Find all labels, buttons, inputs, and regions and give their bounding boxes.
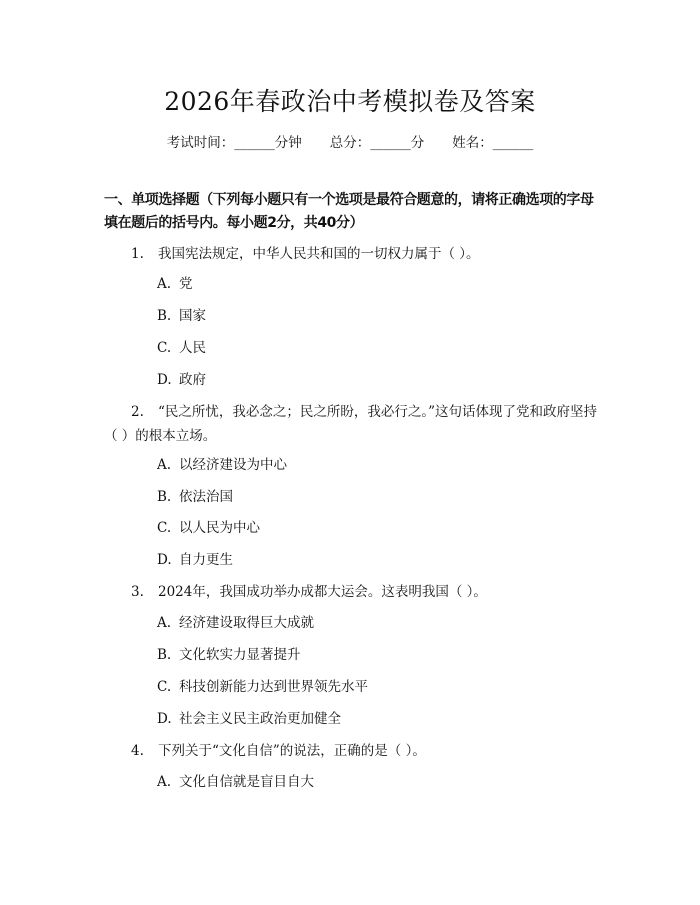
option-text: 政府 xyxy=(179,372,206,388)
student-name-field: 姓名：______ xyxy=(452,135,534,151)
option-letter: C. xyxy=(157,679,172,695)
question-number: 4. xyxy=(131,743,144,759)
section-heading: 一、单项选择题（下列每小题只有一个选项是最符合题意的，请将正确选项的字母填在题后的括号内。每小题2分，共40分） xyxy=(104,192,594,231)
question-3-option-c xyxy=(157,677,368,697)
option-letter: B. xyxy=(157,647,172,663)
question-1-option-c xyxy=(157,338,206,358)
option-letter: A. xyxy=(157,615,172,631)
option-text: 经济建设取得巨大成就 xyxy=(179,615,314,631)
question-4 xyxy=(104,739,604,763)
question-1-option-a xyxy=(157,274,193,294)
question-3-option-d xyxy=(157,709,341,729)
option-text: 以人民为中心 xyxy=(179,520,260,536)
option-letter: D. xyxy=(157,372,172,388)
question-number: 1. xyxy=(131,246,144,262)
question-text: “民之所忧，我必念之；民之所盼，我必行之。”这句话体现了党和政府坚持（ ）的根本立场。 xyxy=(104,404,598,444)
question-number: 3. xyxy=(131,584,144,600)
option-text: 以经济建设为中心 xyxy=(179,457,287,473)
question-2 xyxy=(104,400,604,448)
option-letter: D. xyxy=(157,711,172,727)
option-text: 社会主义民主政治更加健全 xyxy=(179,711,341,727)
exam-title: 2026年春政治中考模拟卷及答案 xyxy=(164,87,536,116)
option-text: 自力更生 xyxy=(179,552,233,568)
question-2-option-b xyxy=(157,487,233,507)
option-text: 依法治国 xyxy=(179,489,233,505)
question-3-option-a xyxy=(157,613,314,633)
question-2-option-a xyxy=(157,455,287,475)
question-1 xyxy=(104,242,604,266)
question-3 xyxy=(104,580,604,604)
question-1-option-d xyxy=(157,370,206,390)
option-letter: A. xyxy=(157,276,172,292)
option-text: 文化自信就是盲目自大 xyxy=(179,774,314,790)
question-3-option-b xyxy=(157,645,301,665)
option-letter: D. xyxy=(157,552,172,568)
question-4-option-a xyxy=(157,772,314,792)
option-letter: C. xyxy=(157,340,172,356)
option-letter: A. xyxy=(157,457,172,473)
option-letter: B. xyxy=(157,308,172,324)
question-2-option-d xyxy=(157,550,233,570)
option-text: 国家 xyxy=(179,308,206,324)
exam-meta xyxy=(0,131,700,151)
option-text: 党 xyxy=(179,276,193,292)
option-text: 科技创新能力达到世界领先水平 xyxy=(179,679,368,695)
option-text: 人民 xyxy=(179,340,206,356)
option-letter: B. xyxy=(157,489,172,505)
question-1-option-b xyxy=(157,306,206,326)
question-2-option-c xyxy=(157,518,260,538)
question-text: 2024年，我国成功举办成都大运会。这表明我国（ ）。 xyxy=(158,584,487,600)
question-text: 下列关于“文化自信”的说法，正确的是（ ）。 xyxy=(158,743,426,759)
option-text: 文化软实力显著提升 xyxy=(179,647,301,663)
option-letter: C. xyxy=(157,520,172,536)
option-letter: A. xyxy=(157,774,172,790)
exam-time-field: 考试时间：______分钟 xyxy=(166,135,302,151)
question-number: 2. xyxy=(131,404,144,420)
question-text: 我国宪法规定，中华人民共和国的一切权力属于（ ）。 xyxy=(158,246,480,262)
total-score-field: 总分：______分 xyxy=(329,135,425,151)
